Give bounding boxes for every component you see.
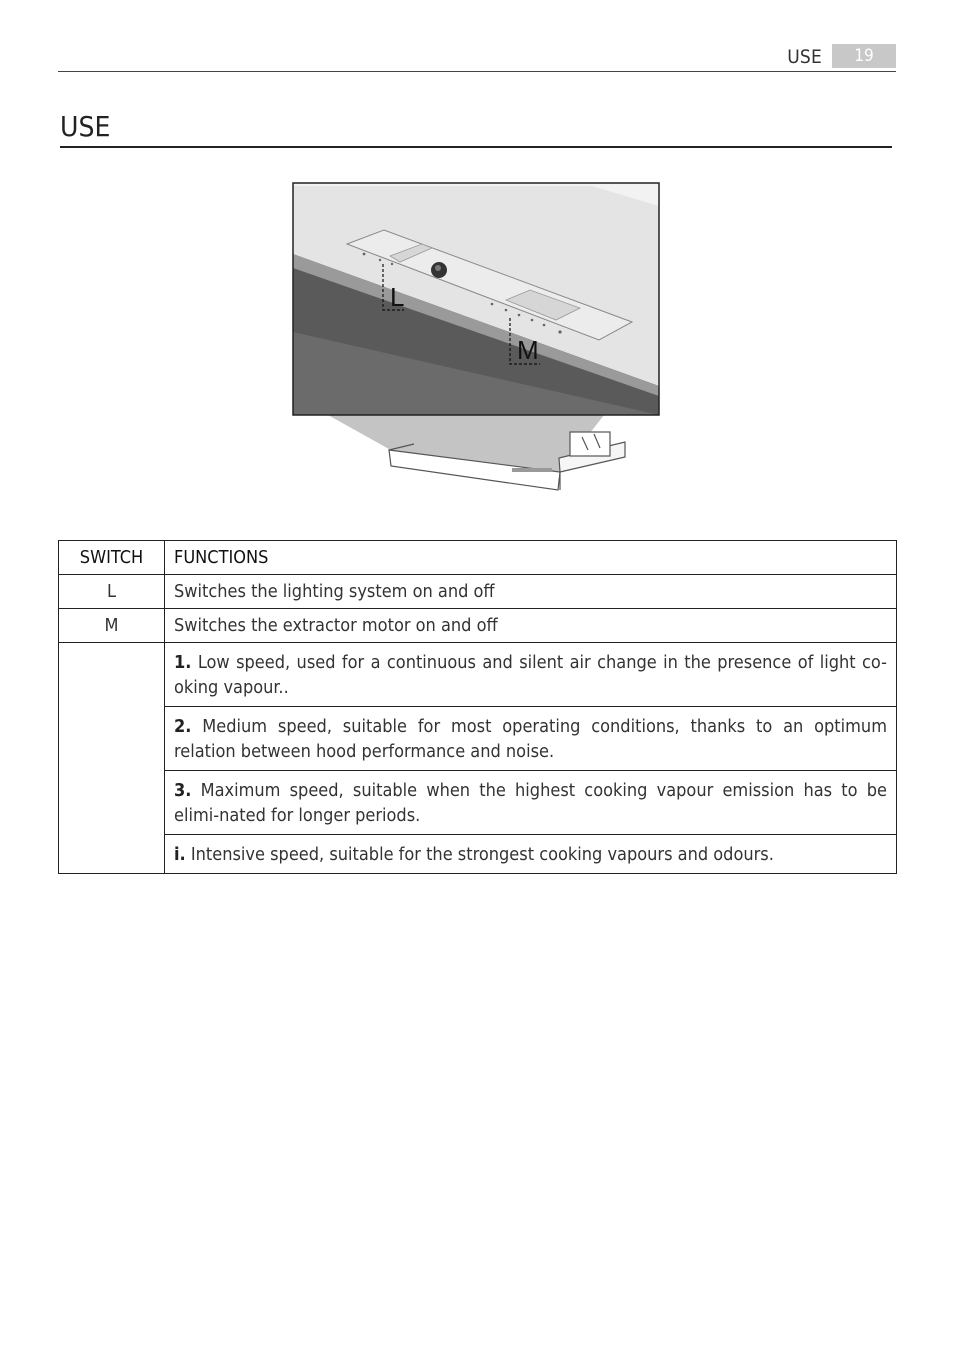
- speed-description: Low speed, used for a continuous and silent air change in the presence of light co-oking vapour..: [174, 652, 887, 698]
- speed-cell: [165, 707, 897, 771]
- speed-description: Intensive speed, suitable for the strongest cooking vapours and odours.: [190, 844, 774, 865]
- speed-description: Medium speed, suitable for most operating conditions, thanks to an optimum relation between hood performance and noise.: [174, 716, 887, 762]
- table-row: [59, 643, 897, 707]
- table-row: [59, 835, 897, 874]
- speed-number: i.: [174, 844, 186, 865]
- switch-cell: M: [59, 609, 165, 643]
- speed-number: 2.: [174, 716, 192, 737]
- page-title: USE: [60, 110, 892, 148]
- function-cell: Switches the lighting system on and off: [165, 575, 897, 609]
- table-row: [59, 575, 897, 609]
- function-cell: Switches the extractor motor on and off: [165, 609, 897, 643]
- speed-description: Maximum speed, suitable when the highest cooking vapour emission has to be elimi-nated for longer periods.: [174, 780, 887, 826]
- hood-control-illustration: [292, 182, 662, 502]
- table-row: [59, 771, 897, 835]
- speed-number: 3.: [174, 780, 192, 801]
- callout-m-label: M: [517, 335, 539, 365]
- speed-cell: [165, 643, 897, 707]
- functions-column-header: FUNCTIONS: [165, 541, 897, 575]
- switch-cell: L: [59, 575, 165, 609]
- speed-switch-cell: [59, 643, 165, 874]
- table-row: [59, 707, 897, 771]
- functions-table: [58, 540, 897, 874]
- callout-l-label: L: [390, 282, 405, 312]
- table-header-row: [59, 541, 897, 575]
- speed-cell: [165, 835, 897, 874]
- switch-column-header: SWITCH: [59, 541, 165, 575]
- speed-cell: [165, 771, 897, 835]
- zoom-detail-frame: [293, 183, 659, 415]
- header-section-label: USE: [787, 46, 822, 68]
- speed-number: 1.: [174, 652, 192, 673]
- page-header: [58, 44, 896, 72]
- table-row: [59, 609, 897, 643]
- page-number: 19: [832, 44, 896, 68]
